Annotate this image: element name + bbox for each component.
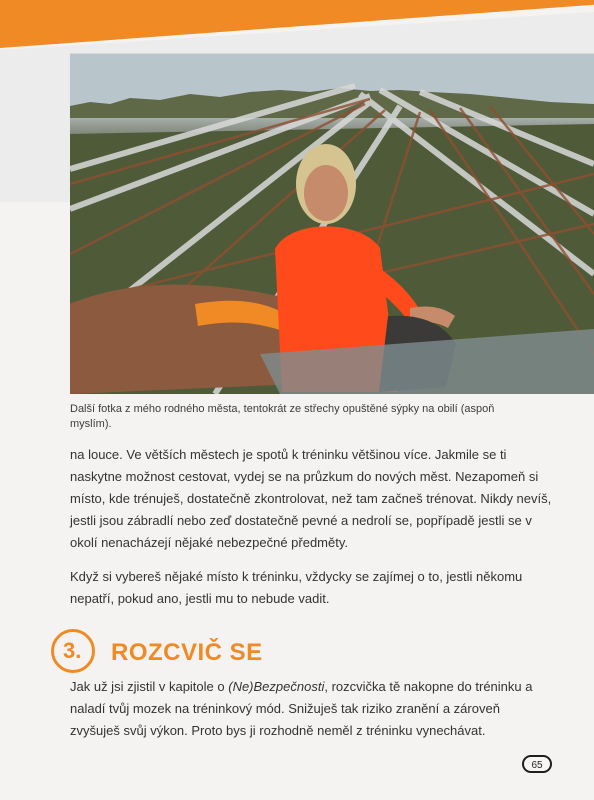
page-number: 65 <box>531 760 543 771</box>
body-paragraph-1: na louce. Ve větších městech je spotů k tréninku většinou více. Jakmile se ti naskytne možnost cestovat, vydej se na průzkum do nových měst. Nezapomeň si místo, kde trénuješ, dostatečně zkontrolovat, než tam začneš trénovat. Nikdy nevíš, jestli jsou zábradlí nebo zeď dostatečně pevné a nedrolí se, popřípadě jestli se v okolí nenacházejí nějaké nebezpečné předměty. <box>70 447 552 550</box>
section-title: ROZCVIČ SE <box>111 639 263 666</box>
section-heading <box>51 629 351 677</box>
section-number: 3. <box>63 638 82 663</box>
rooftop-illustration <box>70 54 594 394</box>
paragraph-3-lead: Jak už jsi zjistil v kapitole o <box>70 679 229 694</box>
rooftop-photo <box>70 53 594 394</box>
page-number-badge <box>522 755 552 773</box>
face <box>304 165 348 221</box>
photo-caption: Další fotka z mého rodného města, tentokrát ze střechy opuštěné sýpky na obilí (aspoň myslím). <box>70 403 495 430</box>
paragraph-3-tail: , rozcvička tě nakopne do tréninku a naladí tvůj mozek na tréninkový mód. Snižuješ tak riziko zranění a zároveň zvyšuješ svůj výkon. Proto bys ji rozhodně neměl z tréninku vynechávat. <box>70 679 533 738</box>
body-paragraph-2: Když si vybereš nějaké místo k tréninku, vždycky se zajímej o to, jestli někomu nepatří, pokud ano, jestli mu to nebude vadit. <box>70 569 523 606</box>
body-paragraph-3 <box>70 676 552 742</box>
paragraph-3-emphasis: (Ne)Bezpečnosti <box>228 679 325 694</box>
